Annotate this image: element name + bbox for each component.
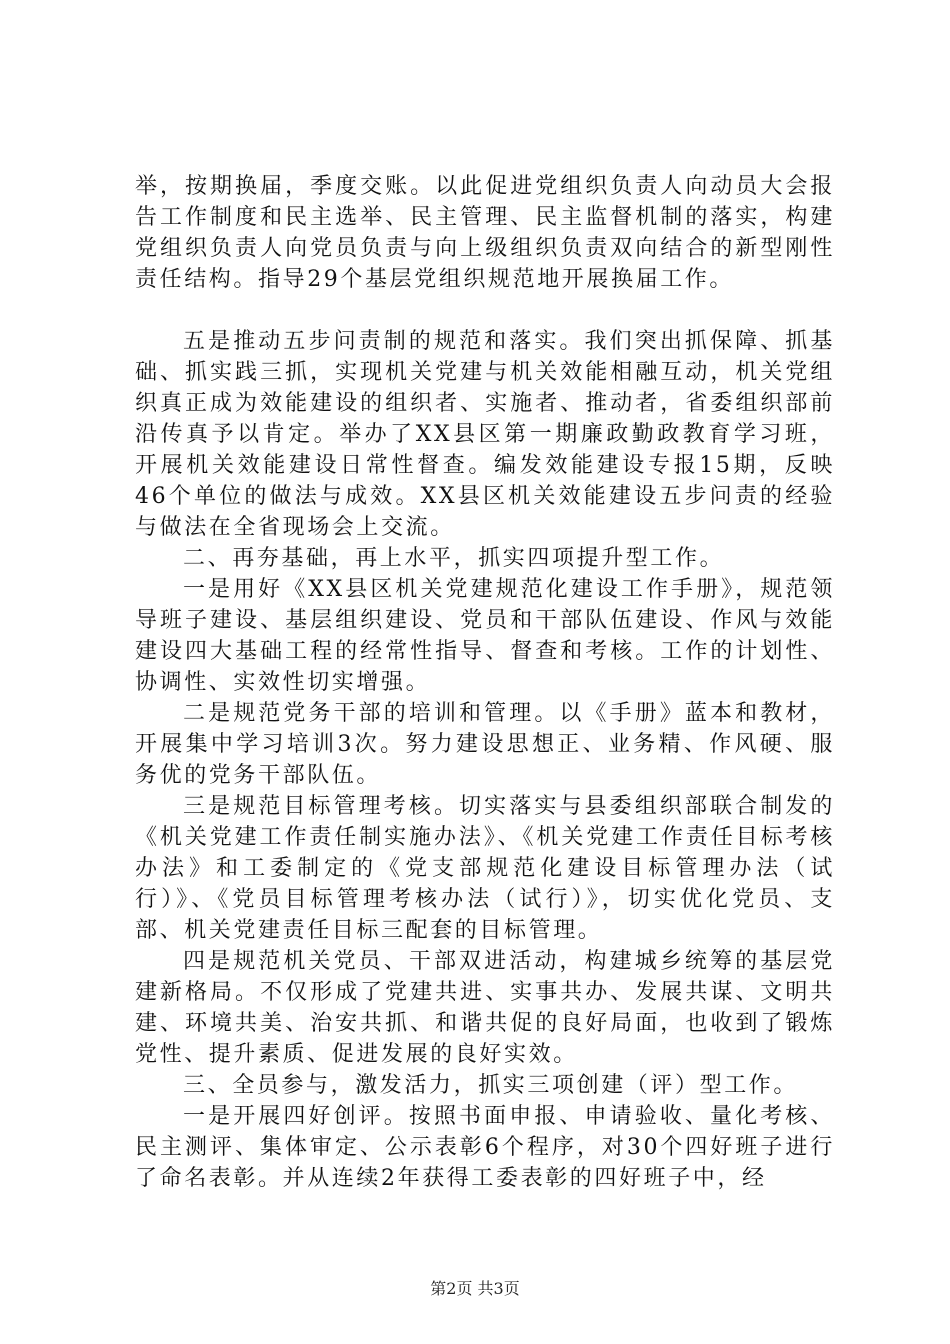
paragraph-continuation: 举，按期换届，季度交账。以此促进党组织负责人向动员大会报告工作制度和民主选举、民主管理、民主监督机制的落实，构建党组织负责人向党员负责与向上级组织负责双向结合的新型刚性责任结构。指导29个基层党组织规范地开展换届工作。 — [135, 174, 835, 292]
page-footer: 第2页 共3页 — [430, 1279, 520, 1298]
section-heading-two: 二、再夯基础，再上水平，抓实四项提升型工作。 — [183, 546, 725, 571]
paragraph-item-four: 四是规范机关党员、干部双进活动，构建城乡统筹的基层党建新格局。不仅形成了党建共进、实事共办、发展共谋、文明共建、环境共美、治安共抓、和谐共促的良好局面，也收到了锻炼党性、提升素质、促进发展的良好实效。 — [135, 949, 835, 1067]
paragraph-five-step-accountability: 五是推动五步问责制的规范和落实。我们突出抓保障、抓基础、抓实践三抓，实现机关党建与机关效能相融互动，机关党组织真正成为效能建设的组织者、实施者、推动者，省委组织部前沿传真予以肯定。举办了XX县区第一期廉政勤政教育学习班，开展机关效能建设日常性督查。编发效能建设专报15期，反映46个单位的做法与成效。XX县区机关效能建设五步问责的经验与做法在全省现场会上交流。 — [135, 329, 835, 540]
paragraph-item-one: 一是用好《XX县区机关党建规范化建设工作手册》，规范领导班子建设、基层组织建设、党员和干部队伍建设、作风与效能建设四大基础工程的经常性指导、督查和考核。工作的计划性、协调性、实效性切实增强。 — [135, 577, 835, 695]
paragraph-item-three: 三是规范目标管理考核。切实落实与县委组织部联合制发的《机关党建工作责任制实施办法》、《机关党建工作责任目标考核办法》和工委制定的《党支部规范化建设目标管理办法（试行）》、《党员目标管理考核办法（试行）》，切实优化党员、支部、机关党建责任目标三配套的目标管理。 — [135, 794, 835, 943]
paragraph-item-two: 二是规范党务干部的培训和管理。以《手册》蓝本和教材，开展集中学习培训3次。努力建设思想正、业务精、作风硬、服务优的党务干部队伍。 — [135, 701, 835, 788]
paragraph-four-good-evaluation: 一是开展四好创评。按照书面申报、申请验收、量化考核、民主测评、集体审定、公示表彰6个程序，对30个四好班子进行了命名表彰。并从连续2年获得工委表彰的四好班子中，经 — [135, 1104, 835, 1191]
section-heading-three: 三、全员参与，激发活力，抓实三项创建（评）型工作。 — [183, 1073, 799, 1098]
document-body — [135, 171, 835, 1194]
